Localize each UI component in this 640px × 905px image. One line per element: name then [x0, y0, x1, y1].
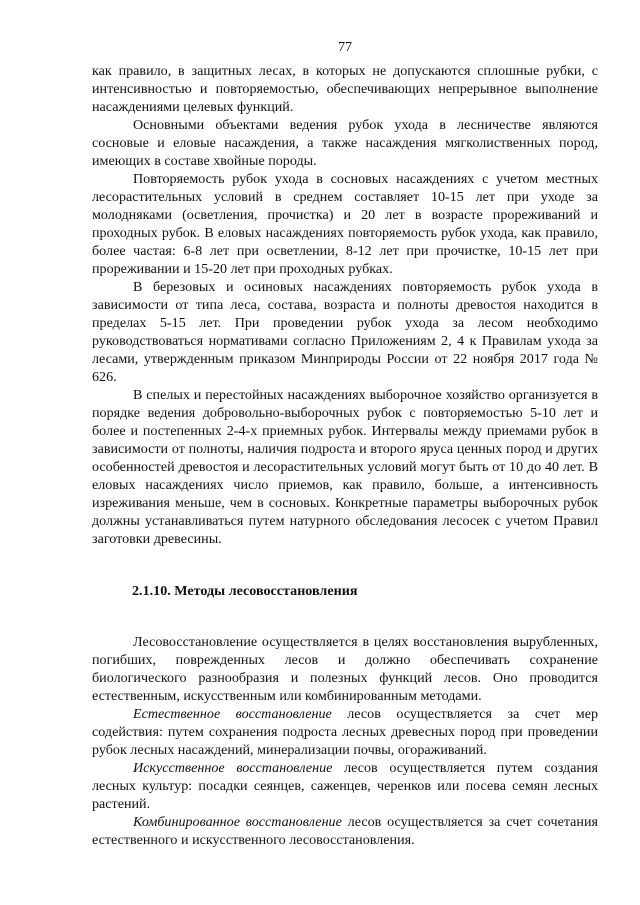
heading-spacer: [92, 600, 598, 633]
document-page: [92, 38, 598, 849]
paragraph-pine-spruce-frequency: Повторяемость рубок ухода в сосновых насаждениях с учетом местных лесорастительных условий в среднем составляет 10-15 лет при уходе за молодняками (осветления, прочистка) и 20 лет в возрасте прореживаний и проходных рубок. В еловых насаждениях повторяемость рубок ухода, как правило, более частая: 6-8 лет при осветлении, 8-12 лет при прочистке, 10-15 лет при прореживании и 15-20 лет при проходных рубках.: [92, 171, 598, 277]
section-heading: 2.1.10. Методы лесовосстановления: [132, 583, 358, 599]
text-artificial-restoration: лесов осуществляется путем создания лесных культур: посадки сеянцев, саженцев, черенков или посева семян лесных растений.: [92, 760, 599, 812]
term-natural-restoration: Естественное восстановление: [133, 706, 332, 722]
paragraph-selective-cutting: В спелых и перестойных насаждениях выборочное хозяйство организуется в порядке ведения добровольно-выборочных рубок с повторяемостью 5-10 лет и более и постепенных 2-4-х приемных рубок. Интервалы между приемами рубок в зависимости от полноты, наличия подроста и второго яруса ценных пород и других особенностей древостоя и лесорастительных условий могут быть от 10 до 40 лет. В еловых насаждениях число приемов, как правило, больше, а интенсивность изреживания меньше, чем в сосновых. Конкретные параметры выборочных рубок должны устанавливаться путем натурного обследования лесосек с учетом Правил заготовки древесины.: [92, 387, 598, 547]
paragraph-main-objects: Основными объектами ведения рубок ухода в лесничестве являются сосновые и еловые насаждения, а также насаждения мягколиственных пород, имеющих в составе хвойные породы.: [92, 117, 598, 169]
paragraph-artificial-restoration: [92, 759, 598, 813]
paragraph-continuation: как правило, в защитных лесах, в которых не допускаются сплошные рубки, с интенсивностью и повторяемостью, обеспечивающих непрерывное выполнение насаждениями целевых функций.: [92, 63, 598, 115]
term-artificial-restoration: Искусственное восстановление: [133, 760, 333, 776]
paragraph-natural-restoration: [92, 705, 598, 759]
text-combined-restoration: лесов осуществляется за счет сочетания естественного и искусственного лесовосстановления.: [92, 814, 598, 848]
paragraph-birch-aspen-frequency: В березовых и осиновых насаждениях повторяемость рубок ухода в зависимости от типа леса, состава, возраста и полноты древостоя находится в пределах 5-15 лет. При проведении рубок ухода за лесом необходимо руководствоваться нормативами согласно Приложениям 2, 4 к Правилам ухода за лесами, утвержденным приказом Минприроды России от 22 ноября 2017 года № 626.: [92, 279, 598, 385]
term-combined-restoration: Комбинированное восстановление: [133, 814, 342, 830]
paragraph-combined-restoration: [92, 813, 598, 849]
text-natural-restoration: лесов осуществляется за счет мер содействия: путем сохранения подроста лесных древесных пород при проведении рубок лесных насаждений, минерализации почвы, огораживаний.: [92, 706, 598, 758]
page-number: 77: [337, 39, 353, 55]
paragraph-reforestation-intro: Лесовосстановление осуществляется в целях восстановления вырубленных, погибших, поврежденных лесов и должно обеспечивать сохранение биологического разнообразия и полезных функций лесов. Оно проводится естественным, искусственным или комбинированным методами.: [92, 634, 598, 704]
